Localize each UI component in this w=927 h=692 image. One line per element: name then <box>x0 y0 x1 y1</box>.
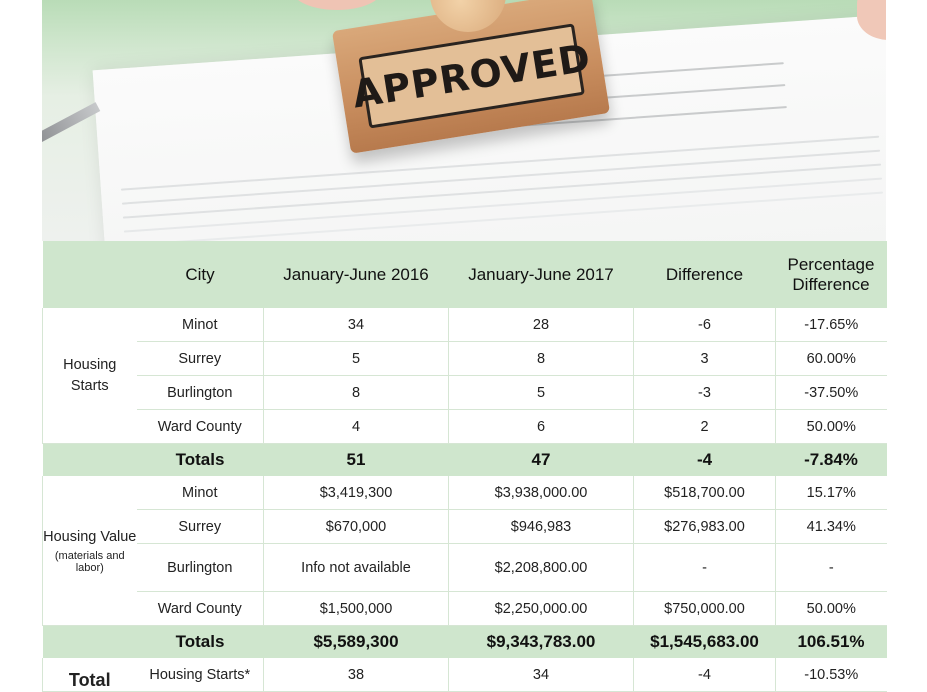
cell-2016: 4 <box>264 410 449 444</box>
cell-percentage: 50.00% <box>776 410 887 444</box>
header-city: City <box>137 241 264 308</box>
cell-percentage: 41.34% <box>776 510 887 544</box>
cell-city: Surrey <box>137 342 264 376</box>
totals-percentage: 106.51% <box>776 626 887 659</box>
cell-2016: 8 <box>264 376 449 410</box>
stamp-label: APPROVED <box>349 35 594 117</box>
totals-row-housing-value <box>43 626 887 659</box>
cell-2016: $1,500,000 <box>264 592 449 626</box>
header-spacer <box>43 241 137 308</box>
cell-2017: 28 <box>449 308 634 342</box>
cell-difference: $750,000.00 <box>634 592 776 626</box>
totals-difference: -4 <box>634 444 776 477</box>
totals-spacer <box>43 626 137 659</box>
cell-city: Ward County <box>137 592 264 626</box>
totals-label: Totals <box>137 626 264 659</box>
table-header-row <box>43 241 887 308</box>
header-jan-jun-2017: January-June 2017 <box>449 241 634 308</box>
cell-2017: $946,983 <box>449 510 634 544</box>
cell-2017: 8 <box>449 342 634 376</box>
cell-difference: 2 <box>634 410 776 444</box>
table-row <box>43 476 887 510</box>
totals-difference: $1,545,683.00 <box>634 626 776 659</box>
cell-2016: 5 <box>264 342 449 376</box>
header-percentage-difference: Percentage Difference <box>776 241 887 308</box>
cell-2016: 34 <box>264 308 449 342</box>
table-row <box>43 376 887 410</box>
cell-2017: $2,208,800.00 <box>449 544 634 592</box>
cell-2017: 34 <box>449 658 634 692</box>
cell-city: Housing Starts* <box>137 658 264 692</box>
cell-city: Burlington <box>137 376 264 410</box>
cell-2016: $670,000 <box>264 510 449 544</box>
totals-spacer <box>43 444 137 477</box>
pen-icon <box>42 102 100 144</box>
section-label-housing-value: Housing Value (materials and labor) <box>43 476 137 626</box>
section-label-housing-starts: Housing Starts <box>43 308 137 444</box>
table-row <box>43 592 887 626</box>
cell-2017: $2,250,000.00 <box>449 592 634 626</box>
cell-percentage: -17.65% <box>776 308 887 342</box>
table-row <box>43 544 887 592</box>
cell-city: Ward County <box>137 410 264 444</box>
totals-2017: 47 <box>449 444 634 477</box>
cell-2017: 6 <box>449 410 634 444</box>
cell-city: Surrey <box>137 510 264 544</box>
totals-2016: 51 <box>264 444 449 477</box>
table-row <box>43 510 887 544</box>
cell-city: Minot <box>137 308 264 342</box>
cell-difference: $276,983.00 <box>634 510 776 544</box>
cell-2016: $3,419,300 <box>264 476 449 510</box>
cell-percentage: -10.53% <box>776 658 887 692</box>
hero-photo <box>42 0 886 241</box>
table-row <box>43 410 887 444</box>
cell-percentage: 50.00% <box>776 592 887 626</box>
totals-row-housing-starts <box>43 444 887 477</box>
section-sublabel: (materials and labor) <box>54 550 125 574</box>
cell-percentage: 15.17% <box>776 476 887 510</box>
cell-city: Minot <box>137 476 264 510</box>
table-row <box>43 308 887 342</box>
totals-percentage: -7.84% <box>776 444 887 477</box>
totals-label: Totals <box>137 444 264 477</box>
header-difference: Difference <box>634 241 776 308</box>
cell-percentage: 60.00% <box>776 342 887 376</box>
header-jan-jun-2016: January-June 2016 <box>264 241 449 308</box>
totals-2016: $5,589,300 <box>264 626 449 659</box>
table-row <box>43 342 887 376</box>
cell-city: Burlington <box>137 544 264 592</box>
cell-2016: 38 <box>264 658 449 692</box>
cell-difference: $518,700.00 <box>634 476 776 510</box>
hand-left <box>292 0 382 10</box>
cell-difference: -6 <box>634 308 776 342</box>
cell-difference: -4 <box>634 658 776 692</box>
cell-2017: 5 <box>449 376 634 410</box>
cell-difference: - <box>634 544 776 592</box>
cell-difference: 3 <box>634 342 776 376</box>
cell-percentage: - <box>776 544 887 592</box>
section-label-total: Total <box>43 658 137 692</box>
cell-2016: Info not available <box>264 544 449 592</box>
cell-2017: $3,938,000.00 <box>449 476 634 510</box>
housing-comparison-table <box>42 241 887 692</box>
cell-percentage: -37.50% <box>776 376 887 410</box>
cell-difference: -3 <box>634 376 776 410</box>
totals-2017: $9,343,783.00 <box>449 626 634 659</box>
